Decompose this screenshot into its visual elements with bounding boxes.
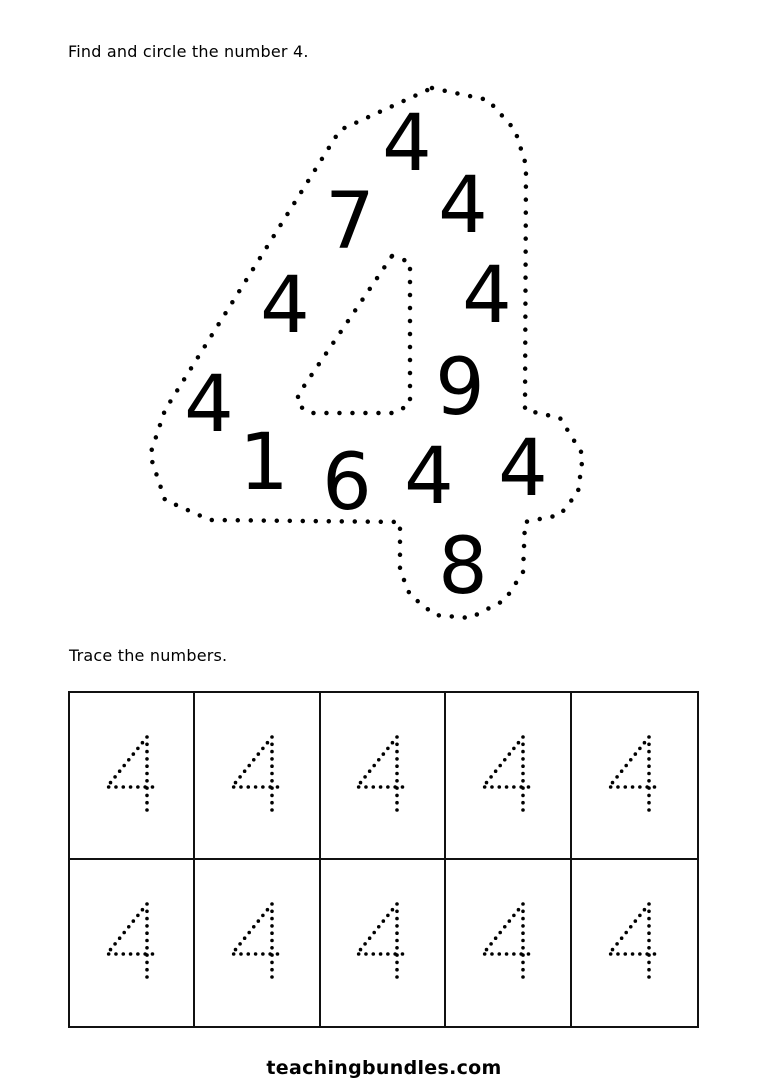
number-item[interactable]: 4 [462, 251, 512, 341]
dotted-four-glyph [478, 900, 538, 985]
trace-cell[interactable] [70, 693, 195, 860]
trace-cell[interactable] [321, 860, 446, 1027]
trace-cell[interactable] [446, 860, 571, 1027]
trace-cell[interactable] [70, 860, 195, 1027]
find-instruction: Find and circle the number 4. [68, 42, 309, 61]
dotted-four-glyph [604, 733, 664, 818]
number-item[interactable]: 9 [435, 343, 485, 433]
dotted-four-glyph [102, 900, 162, 985]
trace-cell[interactable] [195, 693, 320, 860]
number-item[interactable]: 4 [438, 161, 488, 251]
dotted-four-glyph [604, 900, 664, 985]
dotted-four-glyph [227, 900, 287, 985]
number-item[interactable]: 4 [498, 424, 548, 514]
trace-cell[interactable] [195, 860, 320, 1027]
trace-instruction: Trace the numbers. [69, 646, 228, 665]
trace-cell[interactable] [321, 693, 446, 860]
dotted-four-glyph [352, 900, 412, 985]
number-item[interactable]: 4 [404, 432, 454, 522]
dotted-four-glyph [227, 733, 287, 818]
trace-cell[interactable] [446, 693, 571, 860]
number-item[interactable]: 6 [322, 438, 372, 528]
number-item[interactable]: 8 [438, 522, 488, 612]
number-item[interactable]: 4 [382, 99, 432, 189]
number-item[interactable]: 1 [239, 418, 289, 508]
footer-website: teachingbundles.com [266, 1057, 502, 1079]
dotted-four-glyph [478, 733, 538, 818]
number-item[interactable]: 4 [184, 360, 234, 450]
number-item[interactable]: 7 [325, 177, 375, 267]
trace-grid [68, 691, 699, 1028]
number-item[interactable]: 4 [260, 261, 310, 351]
dotted-four-glyph [352, 733, 412, 818]
trace-cell[interactable] [572, 693, 697, 860]
trace-cell[interactable] [572, 860, 697, 1027]
dotted-four-glyph [102, 733, 162, 818]
